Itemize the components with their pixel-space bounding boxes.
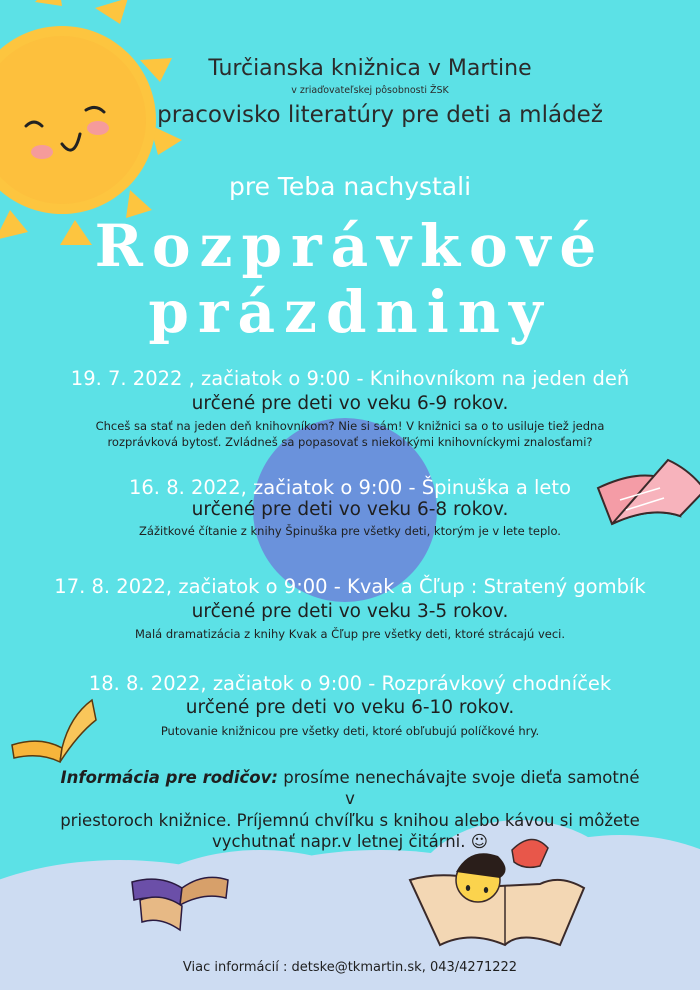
event-description: Zážitkové čítanie z knihy Špinuška pre všetky deti, ktorým je v lete teplo. bbox=[139, 524, 561, 538]
organization-name: Turčianska knižnica v Martine bbox=[208, 56, 532, 81]
parents-info-text: prosíme nenechávajte svoje dieťa samotné v bbox=[283, 768, 640, 809]
contact-info: Viac informácií : detske@tkmartin.sk, 043/4271222 bbox=[182, 960, 518, 975]
event-title: 19. 7. 2022 , začiatok o 9:00 - Knihovníkom na jeden deň bbox=[70, 367, 630, 390]
main-title-line2: prázdniny bbox=[148, 278, 552, 346]
event-title: 17. 8. 2022, začiatok o 9:00 - Kvak a Čľup : Stratený gombík bbox=[54, 575, 646, 598]
event-age: určené pre deti vo veku 6-9 rokov. bbox=[191, 393, 509, 414]
event-description bbox=[40, 418, 660, 450]
organization-subtitle: v zriaďovateľskej pôsobnosti ŽSK bbox=[291, 85, 449, 96]
parents-info-label: Informácia pre rodičov: bbox=[60, 768, 278, 787]
event-age: určené pre deti vo veku 6-8 rokov. bbox=[191, 499, 509, 520]
smiley-icon: ☺ bbox=[470, 832, 488, 852]
department-name: pracovisko literatúry pre deti a mládež bbox=[157, 102, 603, 128]
parents-info-text: vychutnať napr.v letnej čitárni. bbox=[212, 832, 466, 852]
parents-info bbox=[60, 767, 640, 853]
event-description: Malá dramatizácia z knihy Kvak a Čľup pre všetky deti, ktoré strácajú veci. bbox=[134, 627, 566, 641]
parents-info-text: priestoroch knižnice. Príjemnú chvíľku s knihou alebo kávou si môžete bbox=[60, 810, 640, 830]
event-age: určené pre deti vo veku 3-5 rokov. bbox=[191, 601, 509, 622]
event-age: určené pre deti vo veku 6-10 rokov. bbox=[185, 697, 515, 718]
event-title: 18. 8. 2022, začiatok o 9:00 - Rozprávkový chodníček bbox=[88, 672, 612, 695]
event-description: Putovanie knižnicou pre všetky deti, ktoré obľubujú políčkové hry. bbox=[160, 724, 540, 738]
event-description-line: Chceš sa stať na jeden deň knihovníkom? Nie si sám! V knižnici sa o to usiluje tiež jedna bbox=[95, 419, 605, 433]
main-title-line1: Rozprávkové bbox=[94, 212, 606, 280]
event-title: 16. 8. 2022, začiatok o 9:00 - Špinuška a leto bbox=[128, 476, 572, 499]
intro-text: pre Teba nachystali bbox=[228, 172, 472, 201]
event-description-line: rozprávková bytosť. Zvládneš sa popasovať s niekoľkými knihovníckymi znalosťami? bbox=[107, 435, 593, 450]
